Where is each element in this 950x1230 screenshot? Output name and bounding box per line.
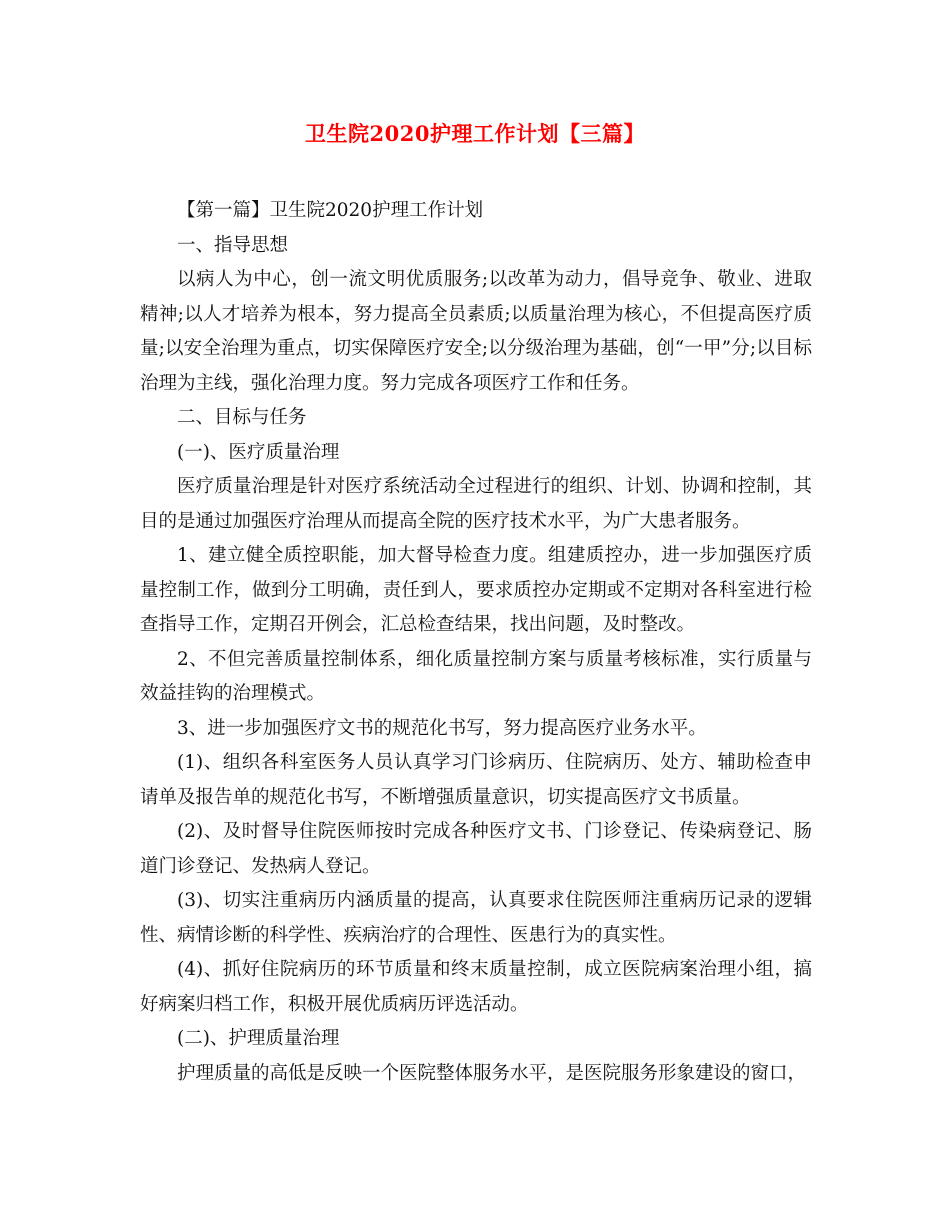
paragraph: 2、不但完善质量控制体系，细化质量控制方案与质量考核标准，实行质量与效益挂钩的治理模式。 bbox=[140, 648, 812, 704]
subheading: 一、指导思想 bbox=[177, 234, 289, 256]
section-heading: 【第一篇】卫生院2020护理工作计划 bbox=[177, 200, 484, 221]
paragraph: 1、建立健全质控职能，加大督导检查力度。组建质控办，进一步加强医疗质量控制工作，做到分工明确，责任到人，要求质控办定期或不定期对各科室进行检查指导工作，定期召开例会，汇总检查结果，找出问题，及时整改。 bbox=[140, 545, 812, 635]
subheading: 二、目标与任务 bbox=[177, 407, 307, 428]
paragraph: (4)、抓好住院病历的环节质量和终末质量控制，成立医院病案治理小组，搞好病案归档工作，积极开展优质病历评选活动。 bbox=[140, 959, 812, 1015]
paragraph: 以病人为中心，创一流文明优质服务;以改革为动力，倡导竞争、敬业、进取精神;以人才培养为根本，努力提高全员素质;以质量治理为核心，不但提高医疗质量;以安全治理为重点，切实保障医疗安全;以分级治理为基础，创“一甲”分;以目标治理为主线，强化治理力度。努力完成各项医疗工作和任务。 bbox=[140, 269, 812, 394]
document-title: 卫生院2020护理工作计划【三篇】 bbox=[305, 121, 645, 146]
subheading: (二)、护理质量治理 bbox=[177, 1028, 340, 1049]
paragraph: 护理质量的高低是反映一个医院整体服务水平，是医院服务形象建设的窗口， bbox=[177, 1062, 807, 1084]
paragraph: (1)、组织各科室医务人员认真学习门诊病历、住院病历、处方、辅助检查申请单及报告单的规范化书写，不断增强质量意识，切实提高医疗文书质量。 bbox=[140, 752, 812, 808]
paragraph: (2)、及时督导住院医师按时完成各种医疗文书、门诊登记、传染病登记、肠道门诊登记、发热病人登记。 bbox=[140, 821, 812, 877]
paragraph: 医疗质量治理是针对医疗系统活动全过程进行的组织、计划、协调和控制，其目的是通过加强医疗治理从而提高全院的医疗技术水平，为广大患者服务。 bbox=[140, 476, 812, 532]
paragraph: (3)、切实注重病历内涵质量的提高，认真要求住院医师注重病历记录的逻辑性、病情诊断的科学性、疾病治疗的合理性、医患行为的真实性。 bbox=[140, 890, 812, 946]
subheading: (一)、医疗质量治理 bbox=[177, 441, 340, 463]
paragraph: 3、进一步加强医疗文书的规范化书写，努力提高医疗业务水平。 bbox=[177, 717, 707, 739]
document-body bbox=[140, 194, 812, 1091]
